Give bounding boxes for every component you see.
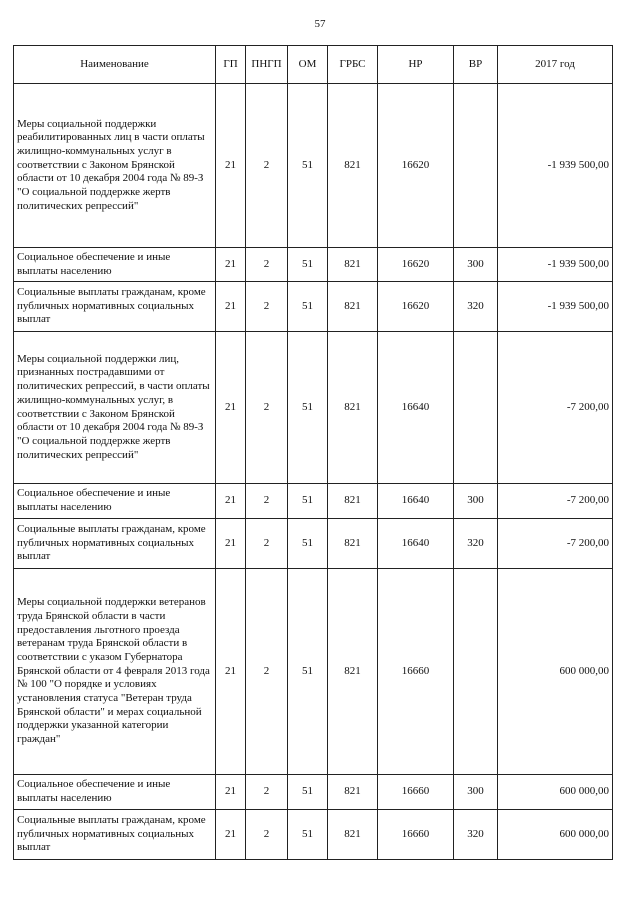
- row-grbs: 821: [328, 569, 378, 775]
- row-name: Социальное обеспечение и иные выплаты населению: [14, 775, 216, 810]
- row-name: Социальные выплаты гражданам, кроме публичных нормативных социальных выплат: [14, 282, 216, 332]
- row-pgp: 2: [246, 810, 288, 860]
- row-om: 51: [288, 248, 328, 282]
- row-pgp: 2: [246, 775, 288, 810]
- table-row: [14, 810, 613, 860]
- row-amount: 600 000,00: [498, 569, 613, 775]
- table-row: [14, 775, 613, 810]
- table-row: [14, 519, 613, 569]
- row-vr: 300: [454, 775, 498, 810]
- row-vr: 320: [454, 810, 498, 860]
- row-pgp: 2: [246, 569, 288, 775]
- row-amount: -7 200,00: [498, 484, 613, 519]
- header-nr: НР: [378, 46, 454, 84]
- row-om: 51: [288, 519, 328, 569]
- row-vr: 300: [454, 484, 498, 519]
- row-amount: 600 000,00: [498, 810, 613, 860]
- row-gp: 21: [216, 332, 246, 484]
- row-grbs: 821: [328, 484, 378, 519]
- row-gp: 21: [216, 775, 246, 810]
- row-gp: 21: [216, 484, 246, 519]
- row-name: Социальное обеспечение и иные выплаты населению: [14, 484, 216, 519]
- header-pgp: ПНГП: [246, 46, 288, 84]
- row-nr: 16620: [378, 84, 454, 248]
- row-gp: 21: [216, 519, 246, 569]
- row-vr: 320: [454, 282, 498, 332]
- row-nr: 16660: [378, 569, 454, 775]
- header-grbs: ГРБС: [328, 46, 378, 84]
- row-om: 51: [288, 569, 328, 775]
- row-nr: 16640: [378, 332, 454, 484]
- table-row: [14, 332, 613, 484]
- row-vr: [454, 84, 498, 248]
- page-number: 57: [314, 18, 326, 30]
- row-name: Меры социальной поддержки лиц, признанных пострадавшими от политических репрессий, в части оплаты жилищно-коммунальных услуг, в соответствии с Законом Брянской области от 10 декабря 2004 года № 89-З "О социальной поддержке жертв политических репрессий": [14, 332, 216, 484]
- row-name: Социальные выплаты гражданам, кроме публичных нормативных социальных выплат: [14, 519, 216, 569]
- row-grbs: 821: [328, 248, 378, 282]
- table-row: [14, 282, 613, 332]
- row-grbs: 821: [328, 84, 378, 248]
- row-gp: 21: [216, 569, 246, 775]
- table-row: [14, 248, 613, 282]
- row-amount: -1 939 500,00: [498, 84, 613, 248]
- row-amount: -1 939 500,00: [498, 282, 613, 332]
- row-amount: -7 200,00: [498, 332, 613, 484]
- row-om: 51: [288, 775, 328, 810]
- header-name: Наименование: [14, 46, 216, 84]
- header-year: 2017 год: [498, 46, 613, 84]
- row-gp: 21: [216, 282, 246, 332]
- table-header-row: [14, 46, 613, 84]
- row-om: 51: [288, 84, 328, 248]
- row-pgp: 2: [246, 282, 288, 332]
- row-amount: -7 200,00: [498, 519, 613, 569]
- row-nr: 16640: [378, 519, 454, 569]
- row-vr: 300: [454, 248, 498, 282]
- row-gp: 21: [216, 84, 246, 248]
- row-pgp: 2: [246, 484, 288, 519]
- row-grbs: 821: [328, 810, 378, 860]
- row-name: Меры социальной поддержки ветеранов труда Брянской области в части предоставления льготного проезда ветеранам труда Брянской области в соответствии с указом Губернатора Брянской области от 4 февраля 2013 года № 100 "О порядке и условиях установления статуса "Ветеран труда Брянской области" и мерах социальной поддержки указанной категории граждан": [14, 569, 216, 775]
- row-name: Социальные выплаты гражданам, кроме публичных нормативных социальных выплат: [14, 810, 216, 860]
- header-vr: ВР: [454, 46, 498, 84]
- row-nr: 16620: [378, 282, 454, 332]
- row-nr: 16660: [378, 810, 454, 860]
- row-om: 51: [288, 332, 328, 484]
- row-grbs: 821: [328, 775, 378, 810]
- budget-table: [13, 45, 613, 860]
- header-om: ОМ: [288, 46, 328, 84]
- row-pgp: 2: [246, 84, 288, 248]
- row-amount: 600 000,00: [498, 775, 613, 810]
- table-row: [14, 84, 613, 248]
- row-nr: 16640: [378, 484, 454, 519]
- row-om: 51: [288, 484, 328, 519]
- header-gp: ГП: [216, 46, 246, 84]
- table-row: [14, 569, 613, 775]
- row-amount: -1 939 500,00: [498, 248, 613, 282]
- row-pgp: 2: [246, 519, 288, 569]
- row-nr: 16620: [378, 248, 454, 282]
- row-grbs: 821: [328, 332, 378, 484]
- row-pgp: 2: [246, 248, 288, 282]
- row-name: Меры социальной поддержки реабилитированных лиц в части оплаты жилищно-коммунальных услуг в соответствии с Законом Брянской области от 10 декабря 2004 года № 89-З "О социальной поддержке жертв политических репрессий": [14, 84, 216, 248]
- row-gp: 21: [216, 248, 246, 282]
- row-grbs: 821: [328, 282, 378, 332]
- row-grbs: 821: [328, 519, 378, 569]
- row-om: 51: [288, 810, 328, 860]
- row-gp: 21: [216, 810, 246, 860]
- row-nr: 16660: [378, 775, 454, 810]
- row-vr: 320: [454, 519, 498, 569]
- row-pgp: 2: [246, 332, 288, 484]
- row-om: 51: [288, 282, 328, 332]
- row-name: Социальное обеспечение и иные выплаты населению: [14, 248, 216, 282]
- table-row: [14, 484, 613, 519]
- row-vr: [454, 569, 498, 775]
- row-vr: [454, 332, 498, 484]
